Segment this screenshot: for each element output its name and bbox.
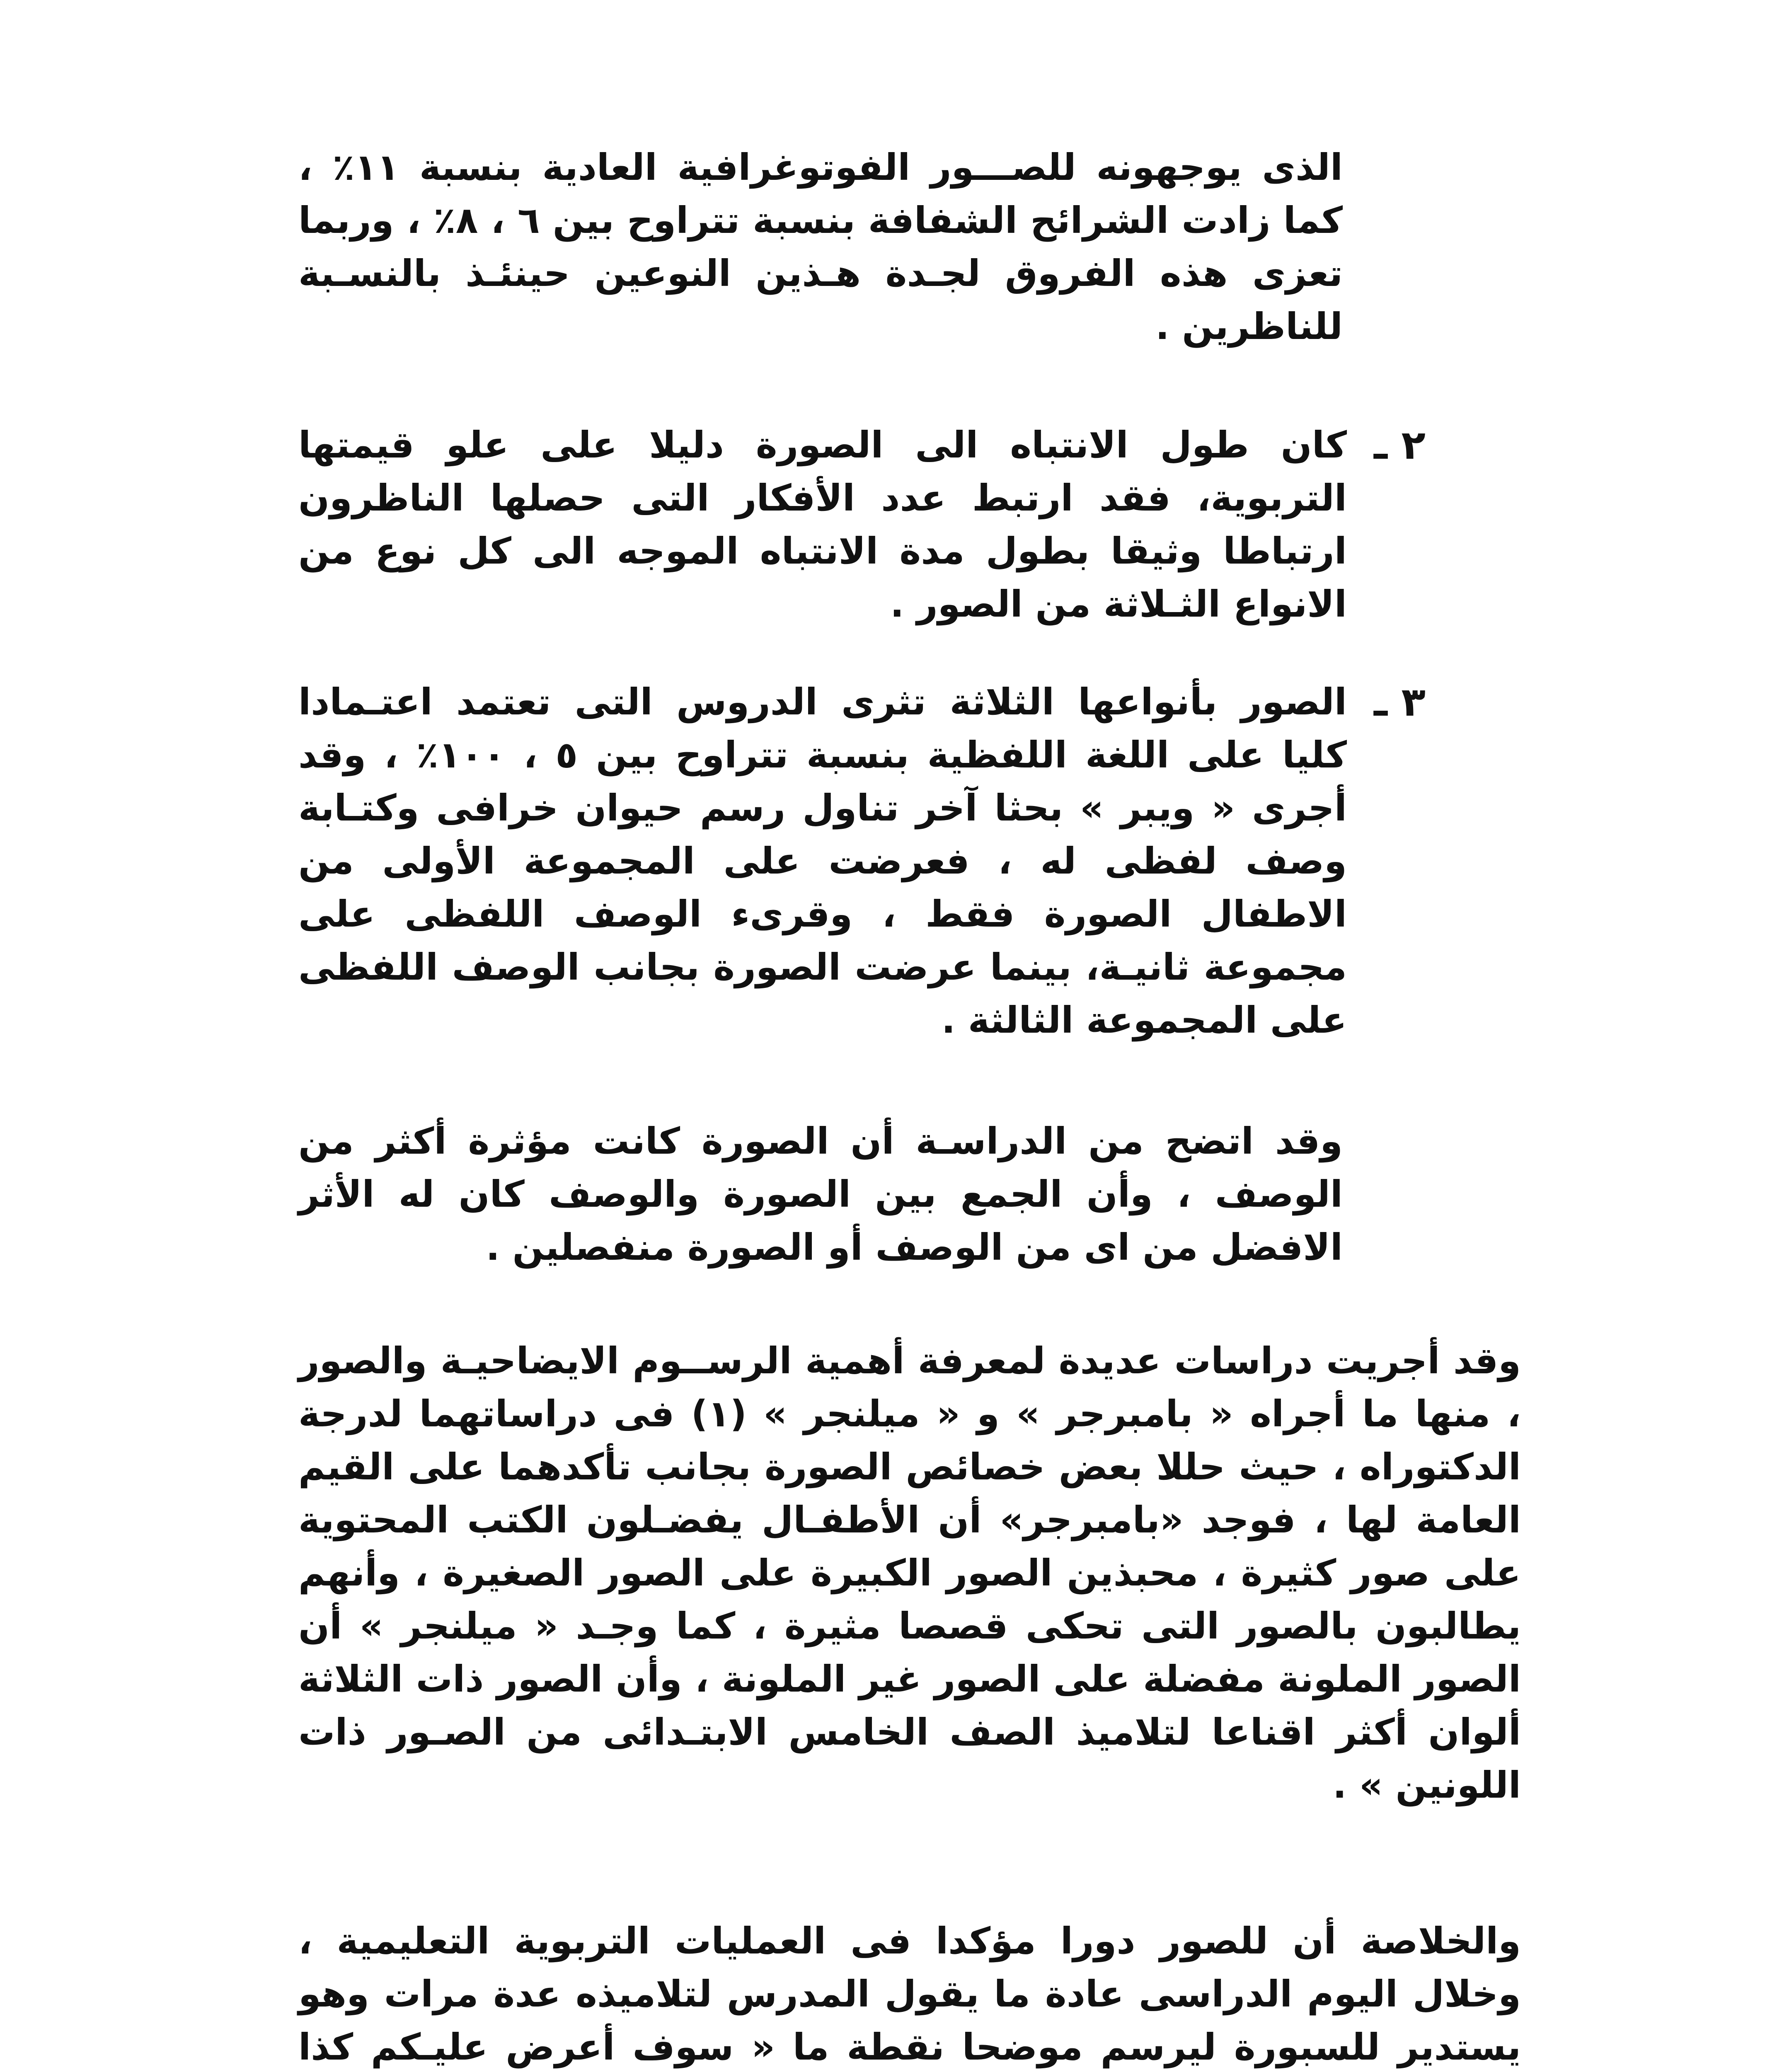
conclusion-paragraph: وقد اتضح من الدراسـة أن الصورة كانت مؤثرة أكثر من الوصف ، وأن الجمع بين الصورة والوصف كان له الأثر الافضل من اى من الوصف أو الصورة منفصلين . [298, 1120, 1343, 1268]
point-2 [298, 419, 1426, 631]
point-3 [298, 675, 1426, 1047]
intro-paragraph: الذى يوجهونه للصـــور الفوتوغرافية العادية بنسبة ١١٪ ، كما زادت الشرائح الشفافة بنسبة تتراوح بين ٦ ، ٨٪ ، وربما تعزى هذه الفروق لجـدة هـذين النوعين حينئـذ بالنسـبة للناظرين . [298, 146, 1343, 348]
summary-paragraph: والخلاصة أن للصور دورا مؤكدا فى العمليات التربوية التعليمية ، وخلال اليوم الدراسى عادة ما يقول المدرس لتلاميذه عدة مرات وهو يستدير للسبورة ليرسم موضحا نقطة ما « سوف أعرض عليـكم كذا [298, 1920, 1521, 2068]
point-number: ٢ ـ [1374, 422, 1426, 468]
point-text: كان طول الانتباه الى الصورة دليلا على علو قيمتها التربوية، فقد ارتبط عدد الأفكار التى حصلها الناظرون ارتباطا وثيقا بطول مدة الانتباه الموجه الى كل نوع من الانواع الثـلاثة من الصور . [298, 424, 1347, 625]
point-number: ٣ ـ [1374, 679, 1426, 725]
studies-paragraph: وقد أجريت دراسات عديدة لمعرفة أهمية الرســوم الايضاحيـة والصور ، منها ما أجراه « بامبرجر » و « ميلنجر » (١) فى دراساتهما لدرجة الدكتوراه ، حيث حللا بعض خصائص الصورة بجانب تأكدهما على القيم العامة لها ، فوجد «بامبرجر» أن الأطفـال يفضـلون الكتب المحتوية على صور كثيرة ، محبذين الصور الكبيرة على الصور الصغيرة ، وأنهم يطالبون بالصور التى تحكى قصصا مثيرة ، كما وجـد « ميلنجر » أن الصور الملونة مفضلة على الصور غير الملونة ، وأن الصور ذات الثلاثة ألوان أكثر اقناعا لتلاميذ الصف الخامس الابتـدائى من الصـور ذات اللونين » . [298, 1339, 1521, 1806]
point-text: الصور بأنواعها الثلاثة تثرى الدروس التى تعتمد اعتـمادا كليا على اللغة اللفظية بنسبة تتراوح بين ٥ ، ١٠٠٪ ، وقد أجرى « ويبر » بحثا آخر تناول رسم حيوان خرافى وكتـابة وصف لفظى له ، فعرضت على المجموعة الأولى من الاطفال الصورة فقط ، وقرىء الوصف اللفظى على مجموعة ثانيـة، بينما عرضت الصورة بجانب الوصف اللفظى على المجموعة الثالثة . [298, 680, 1347, 1041]
